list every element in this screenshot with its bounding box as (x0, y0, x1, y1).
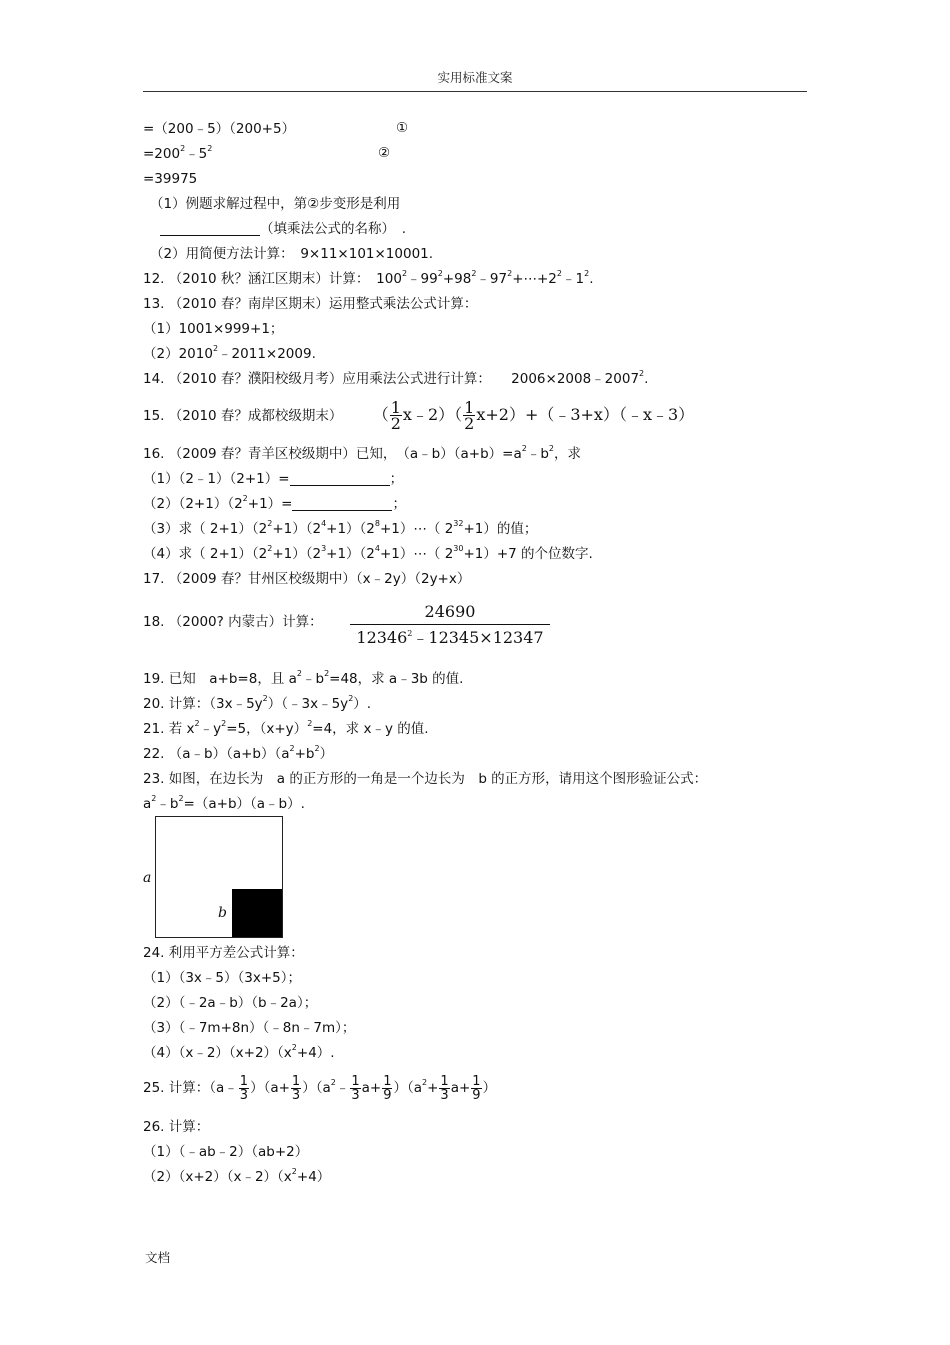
problem-26-item-1: （1）（﹣ab﹣2）（ab+2） (143, 1144, 309, 1160)
problem-16-item-1: （1）（2﹣1）（2+1）= ； (143, 471, 404, 487)
question-2: （2）用简便方法计算： 9×11×101×10001. (150, 246, 434, 262)
problem-24-item-1: （1）（3x﹣5）（3x+5）； (143, 970, 301, 986)
problem-17: 17. （2009 春？甘州区校级期中）（x﹣2y）（2y+x） (143, 571, 471, 587)
answer-blank (160, 221, 260, 236)
figure-label-a: a (143, 870, 152, 886)
problem-19: 19. 已知 a+b=8，且 $a^2﹣b^2=48$，求 a﹣3b 的值. (143, 669, 464, 687)
problem-16-title: 16. （2009 春？青羊区校级期中）已知， $(a﹣b)(a+b)=a^2﹣b^2$，求 (143, 444, 582, 462)
problem-16-item-4: （4）求（ $2+1)(2^2+1)(2^3+1)(2^4+1)\cdots$（ $2^{30}+1)+7$ 的个位数字. (143, 544, 593, 562)
problem-24-item-3: （3）（﹣7m+8n）（﹣8n﹣7m）； (143, 1020, 356, 1036)
fraction-denominator: $12346^2﹣12345\times 12347$ (356, 628, 544, 647)
problem-13-title: 13. （2010 春？南岸区期末）运用整式乘法公式计算： (143, 296, 478, 312)
example-line-1: =（200﹣5）（200+5） (143, 121, 296, 137)
problem-16-item-2: $(2)(2+1)(2^2+1)=$ ； (143, 494, 406, 512)
problem-22: 22. $(a﹣b)(a+b)(a^2+b^2)$ (143, 744, 334, 762)
page-header-title: 实用标准文案 (437, 70, 513, 85)
example-line-3: =39975 (143, 171, 198, 187)
inner-black-square (232, 889, 282, 937)
problem-13-item-2: $(2)2010^2﹣2011\times 2009$. (143, 344, 316, 362)
answer-blank (292, 496, 392, 511)
problem-16-item-3: （3）求（ $2+1)(2^2+1)(2^4+1)(2^8+1)\cdots$（ $2^{32}+1$）的值； (143, 519, 538, 537)
example-line-2: $=200^2﹣5^2$ (143, 144, 213, 162)
problem-18-label: 18. （2000? 内蒙古）计算： (143, 614, 323, 630)
problem-15: 15. （2010 春？成都校级期末） （ $\frac{1}{2}$ x﹣2）（ $\frac{1}{2}$ x+2）+（﹣3+x）（﹣x﹣3） (143, 398, 695, 433)
header-rule (143, 91, 807, 92)
problem-14: 14. （2010 春？濮阳校级月考）应用乘法公式进行计算： $2006\times 2008﹣2007^2$. (143, 369, 649, 387)
problem-26-item-2: $(2)(x+2)(x﹣2)(x^2+4)$ (143, 1167, 331, 1185)
problem-25: 25. 计算：（a﹣ $\frac{1}{3}$ ）（a+ $\frac{1}{3}$ ）（$a^2﹣$ $\frac{1}{3}$ a+ $\frac{1}{9}$ ）（$a^2+$ $\frac{1}{3}$ a+ $\frac{1}{9}$ ） (143, 1073, 497, 1103)
question-1: （1）例题求解过程中，第②步变形是利用 (150, 196, 401, 212)
problem-13-item-1: （1）1001×999+1； (143, 321, 284, 337)
step-mark-1: ① (396, 120, 409, 136)
problem-21: 21. 若 $x^2﹣y^2=5$，$(x+y)^2=4$，求 x﹣y 的值. (143, 719, 429, 737)
question-1-blank-line: （填乘法公式的名称） . (160, 220, 406, 238)
fraction-bar (350, 624, 550, 625)
problem-12: 12. （2010 秋？涵江区期末）计算： $100^2﹣99^2+98^2﹣97^2+\cdots+2^2﹣1^2$. (143, 269, 594, 287)
problem-18-fraction (350, 602, 550, 649)
problem-20: 20. 计算：$(3x﹣5y^2)(﹣3x﹣5y^2)$. (143, 694, 372, 712)
problem-26-title: 26. 计算： (143, 1119, 210, 1135)
problem-23-line-1: 23. 如图，在边长为 a 的正方形的一角是一个边长为 b 的正方形，请用这个图形验证公式： (143, 771, 708, 787)
fraction-numerator: 24690 (424, 602, 476, 621)
page-footer: 文档 (145, 1250, 171, 1265)
figure-label-b: b (218, 905, 227, 921)
answer-blank (290, 471, 390, 486)
problem-23-line-2: $a^2﹣b^2=(a+b)(a﹣b)$. (143, 794, 305, 812)
step-mark-2: ② (378, 145, 391, 161)
problem-24-title: 24. 利用平方差公式计算： (143, 945, 304, 961)
problem-24-item-2: （2）（﹣2a﹣b）（b﹣2a）； (143, 995, 318, 1011)
problem-24-item-4: $(4)(x﹣2)(x+2)(x^2+4)$. (143, 1043, 335, 1061)
